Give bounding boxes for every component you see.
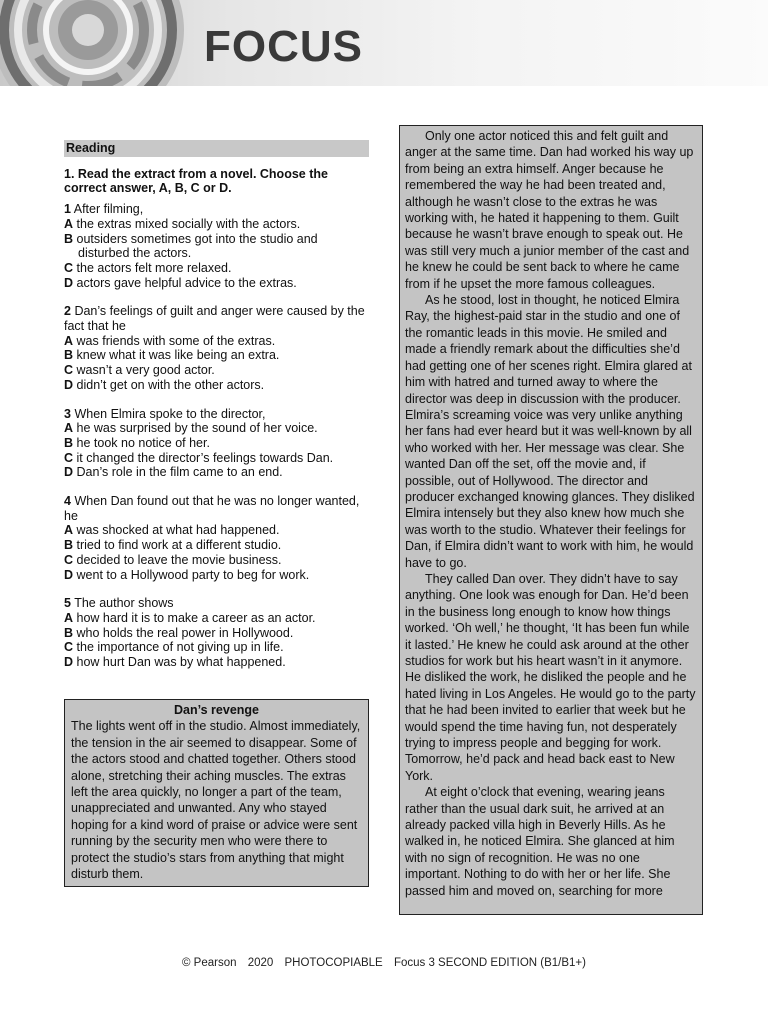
question-stem (64, 202, 369, 217)
answer-option-d (64, 276, 369, 291)
option-text: who holds the real power in Hollywood. (76, 625, 294, 640)
option-text: decided to leave the movie business. (76, 552, 282, 567)
answer-option-a (64, 217, 369, 232)
option-letter: C (64, 260, 74, 275)
question-number: 3 (64, 406, 71, 421)
option-text: actors gave helpful advice to the extras. (76, 275, 297, 290)
story-title: Dan’s revenge (174, 703, 259, 717)
option-text: knew what it was like being an extra. (76, 348, 280, 363)
option-letter: B (64, 538, 74, 553)
answer-option-c (64, 261, 369, 276)
option-letter: D (64, 275, 74, 290)
option-letter: D (64, 655, 74, 670)
option-letter: A (64, 216, 74, 231)
option-letter: C (64, 552, 74, 567)
option-text: went to a Hollywood party to beg for work. (76, 567, 310, 582)
option-text-continuation: disturbed the actors. (78, 246, 192, 261)
story-paragraph: Only one actor noticed this and felt guilt and anger at the same time. Dan had worked his way up from being an extra himself. Anger because he remembered the way he had been treated and, although he wasn’t close to the extras he was working with, he hated it happening to them. Guilt because he wasn’t brave enough to speak out. He was still very much a junior member of the cast and he knew he could be sent back to where he came from if he upset the more famous colleagues. (405, 129, 694, 291)
brand-title: FOCUS (204, 22, 363, 71)
answer-option-a (64, 421, 369, 436)
option-letter: D (64, 377, 74, 392)
option-text: he was surprised by the sound of her voice. (76, 421, 318, 436)
option-letter: B (64, 625, 74, 640)
answer-option-d (64, 465, 369, 480)
option-text: the importance of not giving up in life. (76, 640, 284, 655)
page-header (0, 0, 768, 86)
question-number: 2 (64, 304, 71, 319)
option-letter: A (64, 333, 74, 348)
option-letter: A (64, 421, 74, 436)
story-paragraph: They called Dan over. They didn’t have to say anything. One look was enough for Dan. He’d been in the business long enough to know how things worked. ‘Oh well,’ he thought, ‘It has been fun while it lasted.’ He knew he could ask around at the other studios for work but his heart wasn’t in it anymore. He disliked the work, he disliked the people and he hated living in Los Angeles. He would go to the party that he had been invited to earlier that week but he would spend the time having fun, not desperately trying to impress people and begging for work. Tomorrow, he’d pack and head back east to New York. (405, 571, 696, 783)
option-letter: B (64, 231, 74, 246)
option-text: was shocked at what had happened. (76, 523, 280, 538)
answer-option-c (64, 451, 369, 466)
question-3 (64, 407, 369, 481)
footer-photocopiable: PHOTOCOPIABLE (284, 957, 383, 969)
option-text: was friends with some of the extras. (76, 333, 276, 348)
option-letter: D (64, 465, 74, 480)
answer-option-b (64, 232, 369, 247)
answer-option-a (64, 523, 369, 538)
answer-option-d (64, 568, 369, 583)
option-letter: A (64, 523, 74, 538)
option-text: he took no notice of her. (76, 435, 210, 450)
option-text: it changed the director’s feelings towards Dan. (76, 450, 334, 465)
answer-option-b (64, 436, 369, 451)
question-stem (64, 407, 369, 422)
option-text: tried to find work at a different studio. (76, 538, 282, 553)
story-paragraph: At eight o’clock that evening, wearing jeans rather than the usual dark suit, he arrived at an already packed villa high in Beverly Hills. As he walked in, he noticed Elmira. She glanced at him with no sign of recognition. He was no one important. Nothing to do with her or her life. She passed him and moved on, searching for more (405, 785, 675, 898)
page-footer (0, 957, 768, 969)
question-stem (64, 304, 369, 333)
question-5 (64, 596, 369, 670)
questions-column (64, 140, 369, 684)
option-letter: A (64, 610, 74, 625)
option-letter: D (64, 567, 74, 582)
option-text: the actors felt more relaxed. (76, 260, 232, 275)
question-number: 1 (64, 202, 71, 217)
answer-option-c (64, 363, 369, 378)
answer-option-c (64, 553, 369, 568)
answer-option-d (64, 378, 369, 393)
option-text: the extras mixed socially with the actors. (76, 216, 301, 231)
answer-option-b (64, 538, 369, 553)
answer-option-d (64, 655, 369, 670)
option-letter: B (64, 435, 74, 450)
question-list (64, 202, 369, 670)
option-letter: C (64, 363, 74, 378)
question-text: After filming, (73, 202, 144, 217)
question-stem (64, 596, 369, 611)
task-instruction: 1. Read the extract from a novel. Choose the correct answer, A, B, C or D. (64, 166, 328, 196)
answer-option-b (64, 348, 369, 363)
story-intro: The lights went off in the studio. Almost immediately, the tension in the air seemed to disappear. Some of the actors stood and chatted together. Others stood alone, stretching their aching muscles. The extras left the area quickly, no longer a part of the team, unappreciated and unwanted. Any who stayed hoping for a kind word of praise or advice were sent running by the security men who were there to protect the studio’s stars from anything that might disturb them. (71, 719, 361, 882)
focus-logo-wheel-icon (0, 0, 188, 86)
question-text: When Elmira spoke to the director, (74, 406, 266, 421)
story-paragraph: As he stood, lost in thought, he noticed Elmira Ray, the highest-paid star in the studio and one of the romantic leads in this movie. He smiled and made a friendly remark about the difficulties she’d had getting one of her scenes right. Elmira glared at him with hatred and turned away to where the director was deep in discussion with the producer. Elmira’s screaming voice was very unlike anything her fans had ever heard but it was well-known by all who worked with her. Her message was clear. She wanted Dan off the set, off the movie and, if possible, out of Hollywood. The director and producer exchanged knowing glances. They disliked Elmira intensely but they also knew how much she was worth to the studio. Whatever their feelings for Dan, if Elmira didn’t want to work with him, he would have to go. (405, 293, 695, 570)
section-heading: Reading (64, 140, 369, 157)
question-text: When Dan found out that he was no longer wanted, he (64, 494, 360, 523)
option-letter: C (64, 450, 74, 465)
story-continuation-box (399, 125, 703, 915)
option-letter: B (64, 348, 74, 363)
option-text: how hard it is to make a career as an actor. (76, 610, 316, 625)
answer-option-c (64, 640, 369, 655)
story-intro-box (64, 699, 369, 887)
question-2 (64, 304, 369, 392)
answer-option-a (64, 611, 369, 626)
footer-edition: Focus 3 SECOND EDITION (B1/B1+) (393, 957, 586, 969)
option-text: outsiders sometimes got into the studio and (76, 231, 318, 246)
option-text: how hurt Dan was by what happened. (76, 655, 286, 670)
answer-option-a (64, 334, 369, 349)
question-text: The author shows (74, 596, 174, 611)
footer-copyright: © Pearson (182, 957, 237, 969)
answer-option-b (64, 626, 369, 641)
question-4 (64, 494, 369, 582)
option-text: Dan’s role in the film came to an end. (76, 465, 283, 480)
option-letter: C (64, 640, 74, 655)
question-number: 4 (64, 494, 71, 509)
footer-year: 2020 (247, 957, 274, 969)
option-text: wasn’t a very good actor. (76, 363, 215, 378)
question-text: Dan’s feelings of guilt and anger were caused by the fact that he (64, 304, 365, 334)
question-number: 5 (64, 596, 71, 611)
question-1 (64, 202, 369, 290)
option-text: didn’t get on with the other actors. (76, 377, 265, 392)
question-stem (64, 494, 369, 523)
